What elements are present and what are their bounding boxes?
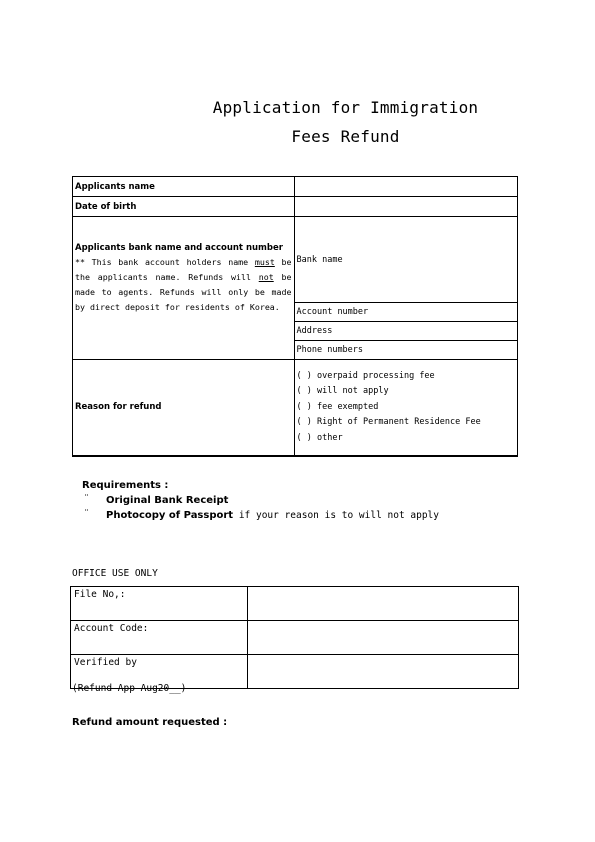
date-of-birth-label: Date of birth: [73, 197, 295, 217]
verified-by-label: Verified by: [71, 655, 248, 689]
applicants-name-field[interactable]: [294, 177, 518, 197]
page-title-line2: Fees Refund: [291, 127, 400, 146]
account-code-label: Account Code:: [71, 621, 248, 655]
requirement-item: ¨ Photocopy of Passport if your reason is to will not apply: [84, 509, 439, 521]
office-use-table: [70, 586, 519, 689]
reason-option-will-not-apply[interactable]: ( ) will not apply: [296, 386, 389, 396]
address-field[interactable]: Address: [294, 322, 518, 341]
bank-info-label-cell: [73, 217, 295, 360]
bank-account-label: Applicants bank name and account number: [75, 243, 283, 253]
refund-app-version: (Refund App Aug20__): [72, 683, 187, 694]
bank-name-field[interactable]: Bank name: [294, 217, 518, 303]
date-of-birth-field[interactable]: [294, 197, 518, 217]
reason-option-permanent-residence[interactable]: ( ) Right of Permanent Residence Fee: [296, 417, 481, 427]
reason-options: [294, 360, 518, 456]
bank-account-note: ** This bank account holders name must be the applicants name. Refunds will not be made to agents. Refunds will only be made by direct deposit for residents of Korea.: [75, 257, 292, 312]
phone-numbers-field[interactable]: Phone numbers: [294, 341, 518, 360]
file-no-label: File No,:: [71, 587, 248, 621]
bullet-icon: ¨: [84, 494, 89, 505]
verified-by-field[interactable]: [247, 655, 518, 689]
application-form-table: [72, 176, 518, 457]
file-no-field[interactable]: [247, 587, 518, 621]
reason-option-other[interactable]: ( ) other: [296, 432, 343, 443]
page-title-line1: Application for Immigration: [212, 98, 479, 117]
bullet-icon: ¨: [84, 509, 89, 520]
requirements-heading: Requirements :: [82, 480, 169, 491]
requirement-item: ¨ Original Bank Receipt: [84, 494, 229, 506]
reason-label: Reason for refund: [73, 360, 295, 456]
refund-amount-label: Refund amount requested :: [72, 717, 228, 728]
account-number-field[interactable]: Account number: [294, 303, 518, 322]
applicants-name-label: Applicants name: [73, 177, 295, 197]
account-code-field[interactable]: [247, 621, 518, 655]
reason-option-overpaid[interactable]: ( ) overpaid processing fee: [296, 370, 435, 381]
office-use-label: OFFICE USE ONLY: [72, 568, 158, 579]
requirements-section: [82, 480, 439, 521]
reason-option-fee-exempted[interactable]: ( ) fee exempted: [296, 401, 379, 412]
